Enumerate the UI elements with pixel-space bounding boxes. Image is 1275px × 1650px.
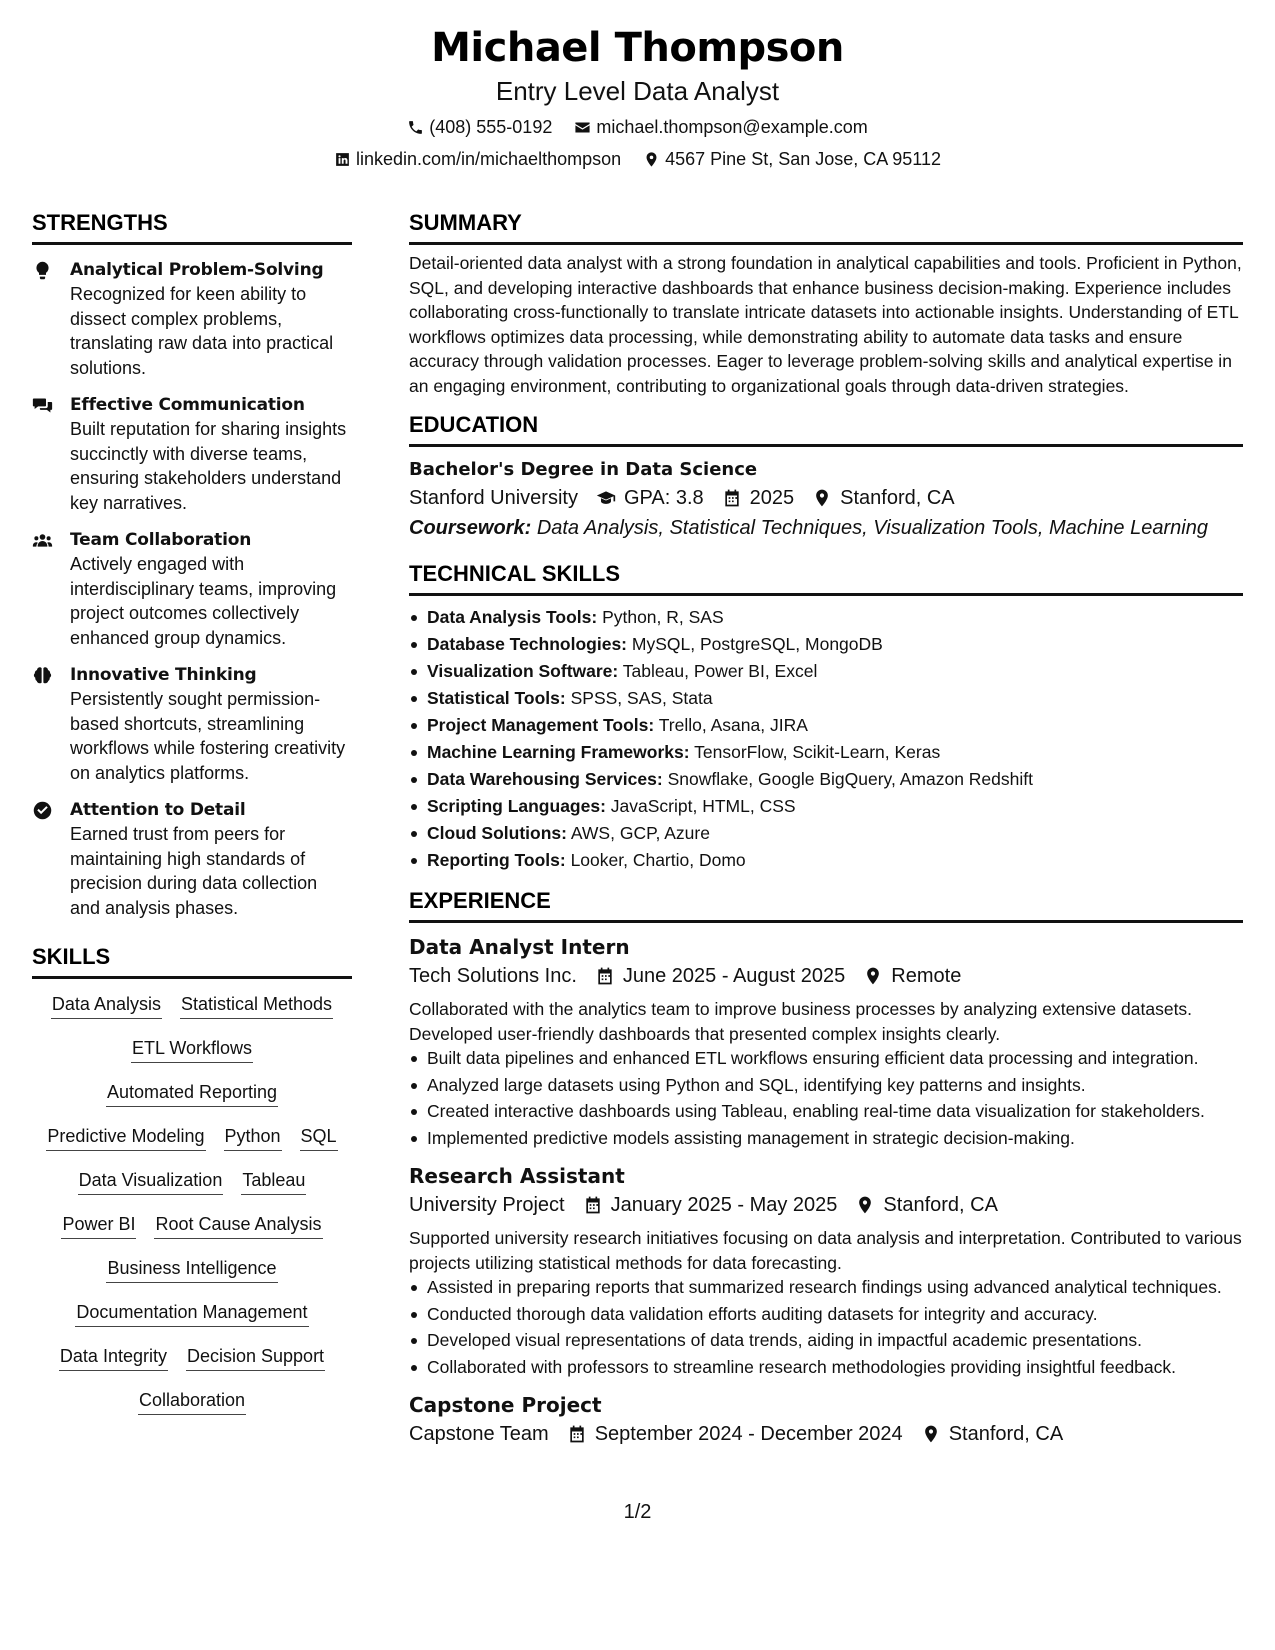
- candidate-role: Entry Level Data Analyst: [495, 76, 780, 106]
- skill-chip: Documentation Management: [75, 1299, 308, 1327]
- job-location: Remote: [891, 965, 962, 987]
- skill-chip: Root Cause Analysis: [154, 1211, 322, 1239]
- job-bullet: Built data pipelines and enhanced ETL workflows ensuring efficient data processing and integration.: [409, 1046, 1243, 1071]
- check-circle-icon: [32, 800, 53, 821]
- tech-skill-value: Trello, Asana, JIRA: [658, 715, 808, 735]
- education-section: [409, 412, 1243, 543]
- coursework-line: [409, 513, 1243, 543]
- company-name: Capstone Team: [409, 1423, 549, 1445]
- contact-line-2: [0, 147, 1275, 171]
- school-name: Stanford University: [409, 487, 578, 509]
- skill-chip: Collaboration: [138, 1387, 246, 1415]
- lightbulb-icon: [32, 260, 53, 281]
- phone-text: (408) 555-0192: [429, 117, 553, 137]
- linkedin-icon: [334, 151, 351, 168]
- envelope-icon: [574, 119, 591, 136]
- strength-title: Innovative Thinking: [70, 665, 257, 685]
- strength-item: [32, 393, 352, 515]
- technical-skills-section: [409, 561, 1243, 874]
- job-description: Supported university research initiatives focusing on data analysis and interpretation. Contributed to various projects utilizing statistical methods for data forecasting.: [409, 1228, 1242, 1273]
- skills-section: [32, 944, 352, 1415]
- summary-text: Detail-oriented data analyst with a strong foundation in analytical capabilities and tools. Proficient in Python, SQL, and developing interactive dashboards that enhance business decision-making. Experience includes collaborating cross-functionally to translate intricate datasets into actionable insights. Understanding of ETL workflows optimizes data processing, while demonstrating ability to automate data tasks and ensure accuracy through validation processes. Eager to leverage problem-solving skills and analytical expertise in an engaging environment, contributing to organizational goals through data-driven strategies.: [409, 253, 1242, 396]
- strength-desc: Actively engaged with interdisciplinary teams, improving project outcomes collectively enhanced group dynamics.: [70, 554, 337, 648]
- skills-chip-list: [32, 991, 352, 1415]
- comments-icon: [32, 395, 53, 416]
- tech-skill-item: [409, 712, 1243, 739]
- strength-item: [32, 528, 352, 650]
- job-meta: [409, 961, 1243, 991]
- resume-header: [0, 22, 1275, 171]
- skill-chip: Data Analysis: [51, 991, 162, 1019]
- linkedin-text: linkedin.com/in/michaelthompson: [355, 149, 622, 169]
- school-location: Stanford, CA: [840, 487, 955, 509]
- strength-title: Team Collaboration: [70, 530, 252, 550]
- skill-chip: Python: [224, 1123, 282, 1151]
- brain-icon: [32, 665, 53, 686]
- job-bullet-list: [409, 1275, 1243, 1379]
- skill-chip: Business Intelligence: [106, 1255, 277, 1283]
- experience-section: [409, 888, 1243, 1449]
- job-bullet: Developed visual representations of data trends, aiding in impactful academic presentations.: [409, 1328, 1243, 1353]
- strengths-heading: STRENGTHS: [32, 210, 352, 245]
- page-number: 1/2: [623, 1501, 652, 1523]
- job-entry: [409, 1162, 1243, 1379]
- tech-skill-value: Python, R, SAS: [602, 607, 724, 627]
- skill-chip: Statistical Methods: [180, 991, 333, 1019]
- tech-skill-value: JavaScript, HTML, CSS: [610, 796, 796, 816]
- job-bullet-list: [409, 1046, 1243, 1150]
- job-location: Stanford, CA: [948, 1423, 1064, 1445]
- calendar-icon: [722, 488, 742, 508]
- coursework-text: Data Analysis, Statistical Techniques, Visualization Tools, Machine Learning: [536, 517, 1208, 539]
- job-meta: [409, 1190, 1243, 1220]
- experience-heading: EXPERIENCE: [409, 888, 1243, 923]
- job-bullet: Implemented predictive models assisting management in strategic decision-making.: [409, 1126, 1243, 1151]
- map-pin-icon: [921, 1424, 941, 1444]
- job-dates: June 2025 - August 2025: [622, 965, 846, 987]
- users-icon: [32, 530, 53, 551]
- tech-skill-value: Looker, Chartio, Domo: [570, 850, 746, 870]
- job-entry: [409, 933, 1243, 1150]
- job-dates: September 2024 - December 2024: [594, 1423, 903, 1445]
- tech-skill-value: MySQL, PostgreSQL, MongoDB: [631, 634, 883, 654]
- tech-skill-label: Scripting Languages:: [427, 796, 606, 816]
- job-bullet: Analyzed large datasets using Python and SQL, identifying key patterns and insights.: [409, 1073, 1243, 1098]
- skill-chip: Predictive Modeling: [46, 1123, 205, 1151]
- strength-item: [32, 258, 352, 380]
- tech-skill-label: Cloud Solutions:: [427, 823, 567, 843]
- skill-chip: SQL: [300, 1123, 338, 1151]
- tech-skill-item: [409, 604, 1243, 631]
- candidate-name: Michael Thompson: [431, 25, 844, 71]
- job-title: Research Assistant: [409, 1164, 625, 1188]
- map-pin-icon: [855, 1195, 875, 1215]
- tech-skill-label: Statistical Tools:: [427, 688, 566, 708]
- job-meta: [409, 1419, 1243, 1449]
- map-pin-icon: [643, 151, 660, 168]
- strength-desc: Recognized for keen ability to dissect complex problems, translating raw data into practical solutions.: [70, 284, 334, 378]
- graduation-cap-icon: [596, 488, 616, 508]
- gpa-text: GPA: 3.8: [623, 487, 704, 509]
- map-pin-icon: [812, 488, 832, 508]
- address-text: 4567 Pine St, San Jose, CA 95112: [665, 149, 941, 169]
- tech-skill-value: Tableau, Power BI, Excel: [622, 661, 818, 681]
- technical-skills-heading: TECHNICAL SKILLS: [409, 561, 1243, 596]
- skill-chip: Automated Reporting: [106, 1079, 278, 1107]
- right-column: [409, 210, 1243, 1449]
- skill-chip: Tableau: [241, 1167, 306, 1195]
- calendar-icon: [583, 1195, 603, 1215]
- job-title: Data Analyst Intern: [409, 935, 630, 959]
- tech-skill-label: Project Management Tools:: [427, 715, 655, 735]
- strengths-section: [32, 210, 352, 920]
- technical-skills-list: [409, 604, 1243, 874]
- coursework-label: Coursework:: [409, 517, 532, 539]
- skill-chip: Power BI: [61, 1211, 136, 1239]
- tech-skill-item: [409, 820, 1243, 847]
- job-bullet: Created interactive dashboards using Tableau, enabling real-time data visualization for stakeholders.: [409, 1099, 1243, 1124]
- tech-skill-item: [409, 685, 1243, 712]
- strength-desc: Persistently sought permission-based shortcuts, streamlining workflows while fostering creativity on analytics platforms.: [70, 689, 346, 783]
- skill-chip: Data Integrity: [59, 1343, 168, 1371]
- summary-heading: SUMMARY: [409, 210, 1243, 245]
- tech-skill-label: Data Warehousing Services:: [427, 769, 663, 789]
- tech-skill-label: Data Analysis Tools:: [427, 607, 598, 627]
- job-bullet: Conducted thorough data validation efforts auditing datasets for integrity and accuracy.: [409, 1302, 1243, 1327]
- company-name: University Project: [409, 1194, 565, 1216]
- tech-skill-value: Snowflake, Google BigQuery, Amazon Redshift: [667, 769, 1033, 789]
- job-dates: January 2025 - May 2025: [610, 1194, 838, 1216]
- email-text: michael.thompson@example.com: [596, 117, 868, 137]
- skill-chip: Data Visualization: [78, 1167, 224, 1195]
- tech-skill-item: [409, 793, 1243, 820]
- graduation-year: 2025: [749, 487, 795, 509]
- strength-item: [32, 663, 352, 785]
- calendar-icon: [567, 1424, 587, 1444]
- job-description: Collaborated with the analytics team to improve business processes by analyzing extensive datasets. Developed user-friendly dashboards that presented complex insights clearly.: [409, 999, 1193, 1044]
- tech-skill-label: Machine Learning Frameworks:: [427, 742, 690, 762]
- tech-skill-item: [409, 631, 1243, 658]
- company-name: Tech Solutions Inc.: [409, 965, 577, 987]
- strength-title: Analytical Problem-Solving: [70, 260, 324, 280]
- strength-desc: Built reputation for sharing insights succinctly with diverse teams, ensuring stakeholders understand key narratives.: [70, 419, 347, 513]
- tech-skill-item: [409, 739, 1243, 766]
- strength-title: Attention to Detail: [70, 800, 246, 820]
- contact-line-1: [0, 115, 1275, 139]
- strength-item: [32, 798, 352, 920]
- map-pin-icon: [863, 966, 883, 986]
- job-location: Stanford, CA: [883, 1194, 998, 1216]
- job-title: Capstone Project: [409, 1393, 602, 1417]
- tech-skill-item: [409, 766, 1243, 793]
- tech-skill-value: AWS, GCP, Azure: [570, 823, 710, 843]
- skill-chip: ETL Workflows: [131, 1035, 253, 1063]
- strength-desc: Earned trust from peers for maintaining high standards of precision during data collection and analysis phases.: [70, 824, 318, 918]
- strength-title: Effective Communication: [70, 395, 305, 415]
- skill-chip: Decision Support: [186, 1343, 325, 1371]
- skills-heading: SKILLS: [32, 944, 352, 979]
- summary-section: [409, 210, 1243, 398]
- tech-skill-value: TensorFlow, Scikit-Learn, Keras: [694, 742, 941, 762]
- tech-skill-value: SPSS, SAS, Stata: [570, 688, 713, 708]
- email-contact[interactable]: [574, 115, 867, 139]
- job-entry: [409, 1391, 1243, 1449]
- phone-contact: [407, 115, 552, 139]
- tech-skill-label: Visualization Software:: [427, 661, 619, 681]
- job-bullet: Collaborated with professors to streamline research methodologies providing insightful feedback.: [409, 1355, 1243, 1380]
- education-heading: EDUCATION: [409, 412, 1243, 447]
- tech-skill-label: Reporting Tools:: [427, 850, 566, 870]
- job-bullet: Assisted in preparing reports that summarized research findings using advanced analytical techniques.: [409, 1275, 1243, 1300]
- phone-icon: [407, 119, 424, 136]
- address-contact: [643, 147, 941, 171]
- tech-skill-item: [409, 847, 1243, 874]
- calendar-icon: [595, 966, 615, 986]
- tech-skill-label: Database Technologies:: [427, 634, 628, 654]
- tech-skill-item: [409, 658, 1243, 685]
- left-column: [32, 210, 352, 1415]
- linkedin-contact[interactable]: [334, 147, 621, 171]
- degree-title: Bachelor's Degree in Data Science: [409, 459, 758, 480]
- education-meta: [409, 483, 1243, 513]
